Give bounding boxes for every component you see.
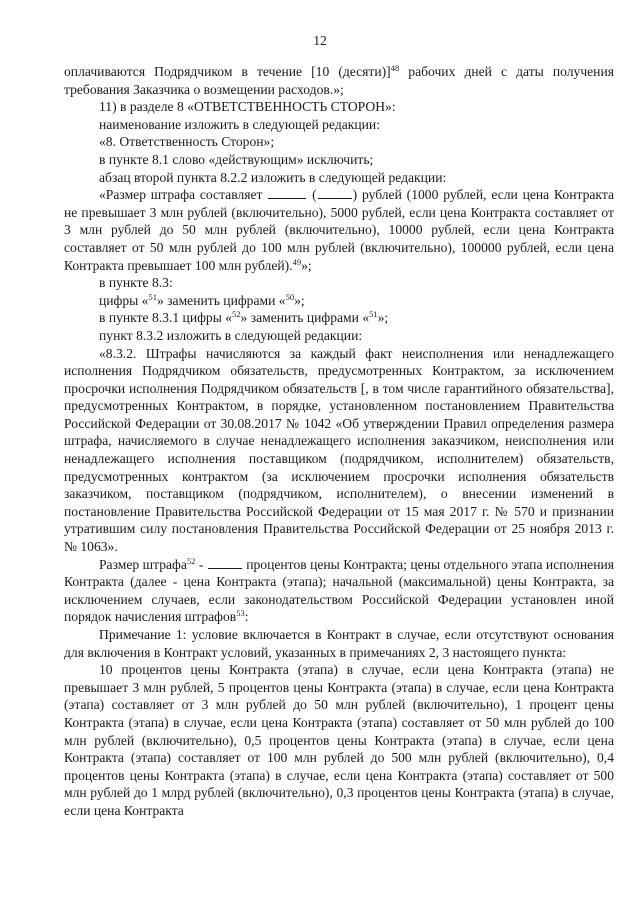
instruction-8-3-1: в пункте 8.3.1 цифры «$^{52}$» заменить цифрами «$^{51}$»; <box>99 309 389 326</box>
blank-field <box>208 556 242 569</box>
paragraph-8-3-2: «8.3.2. Штрафы начисляются за каждый факт неисполнения или ненадлежащего исполнения Подрядчиком обязательств, предусмотренных Контрактом, за исключением просрочки исполнения Подрядчиком обязательств [, в том числе гарантийного обязательства], предусмотренных Контрактом, в порядке, установленном постановлением Правительства Российской Федерации от 30.08.2017 № 1042 «Об утверждении Правил определения размера штрафа, начисляемого в случае ненадлежащего исполнения заказчиком, неисполнения или ненадлежащего исполнения поставщиком (подрядчиком, исполнителем) обязательств, предусмотренных контрактом (за исключением просрочки исполнения обязательств заказчиком, поставщиком (подрядчиком, исполнителем), о внесении изменений в постановление Правительства Российской Федерации от 15 мая 2017 г. № 570 и признании утратившим силу постановления Правительства Российской Федерации от 25 ноября 2013 г. № 1063». <box>64 345 614 555</box>
footnote-ref: 53 <box>236 608 245 619</box>
paragraph-reimbursement: оплачиваются Подрядчиком в течение [10 (десяти)]$^{48}$ рабочих дней с даты получения требования Заказчика о возмещении расходов.»; <box>64 63 614 97</box>
instruction-8-1: в пункте 8.1 слово «действующим» исключить; <box>99 151 374 167</box>
instruction-digits: цифры «$^{51}$» заменить цифрами «$^{50}$»; <box>99 291 305 308</box>
blank-field <box>268 186 306 199</box>
section-title-quote: «8. Ответственность Сторон»; <box>99 134 275 150</box>
instruction-8-3: в пункте 8.3: <box>99 275 173 291</box>
document-body <box>64 63 614 820</box>
item-11: 11) в разделе 8 «ОТВЕТСТВЕННОСТЬ СТОРОН»: <box>99 99 396 115</box>
instruction-8-2-2: абзац второй пункта 8.2.2 изложить в следующей редакции: <box>99 169 447 185</box>
footnote-ref: 52 <box>186 555 196 566</box>
page-number: 12 <box>313 33 327 48</box>
note-1: Примечание 1: условие включается в Контракт в случае, если отсутствуют основания для включения в Контракт условий, указанных в примечаниях 2, 3 настоящего пункта: <box>64 627 614 660</box>
footnote-ref: 49 <box>292 256 302 267</box>
paragraph-percent-scale: 10 процентов цены Контракта (этапа) в случае, если цена Контракта (этапа) не превышает 3 млн рублей, 5 процентов цены Контракта (этапа) в случае, если цена Контракта (этапа) составляет от 3 млн рублей до 50 млн рублей (включительно), 1 процент цены Контракта (этапа) в случае, если цена Контракта (этапа) составляет от 50 млн рублей до 100 млн рублей (включительно), 0,5 процентов цены Контракта (этапа) в случае, если цена Контракта (этапа) составляет от 100 млн рублей до 500 млн рублей (включительно), 0,4 процентов цены Контракта (этапа) в случае, если цена Контракта (этапа) составляет от 500 млн рублей до 1 млрд рублей (включительно), 0,3 процентов цены Контракта (этапа) в случае, если цена Контракта <box>64 662 614 818</box>
footnote-ref: 48 <box>390 63 400 73</box>
instruction-8-3-2: пункт 8.3.2 изложить в следующей редакции: <box>99 327 363 343</box>
paragraph-fine-percent: Размер штрафа$^{52}$ - процентов цены Контракта; цены отдельного этапа исполнения Контракта (далее - цена Контракта (этапа); начальной (максимальной) цены Контракта, за исключением случаев, если законодательством Российской Федерации установлен иной порядок начисления штрафов$^{53}$: <box>64 555 615 625</box>
blank-field <box>318 186 352 199</box>
paragraph-fine-amount: «Размер штрафа составляет ( ) рублей (1000 рублей, если цена Контракта не превышает 3 млн рублей (включительно), 5000 рублей, если цена Контракта составляет от 3 млн рублей до 50 млн рублей (включительно), 10000 рублей, если цена Контракта составляет от 50 млн рублей до 100 млн рублей (включительно), 100000 рублей, если цена Контракта превышает 100 млн рублей).$^{49}$»; <box>64 187 614 273</box>
instruction-title: наименование изложить в следующей редакции: <box>99 116 380 132</box>
